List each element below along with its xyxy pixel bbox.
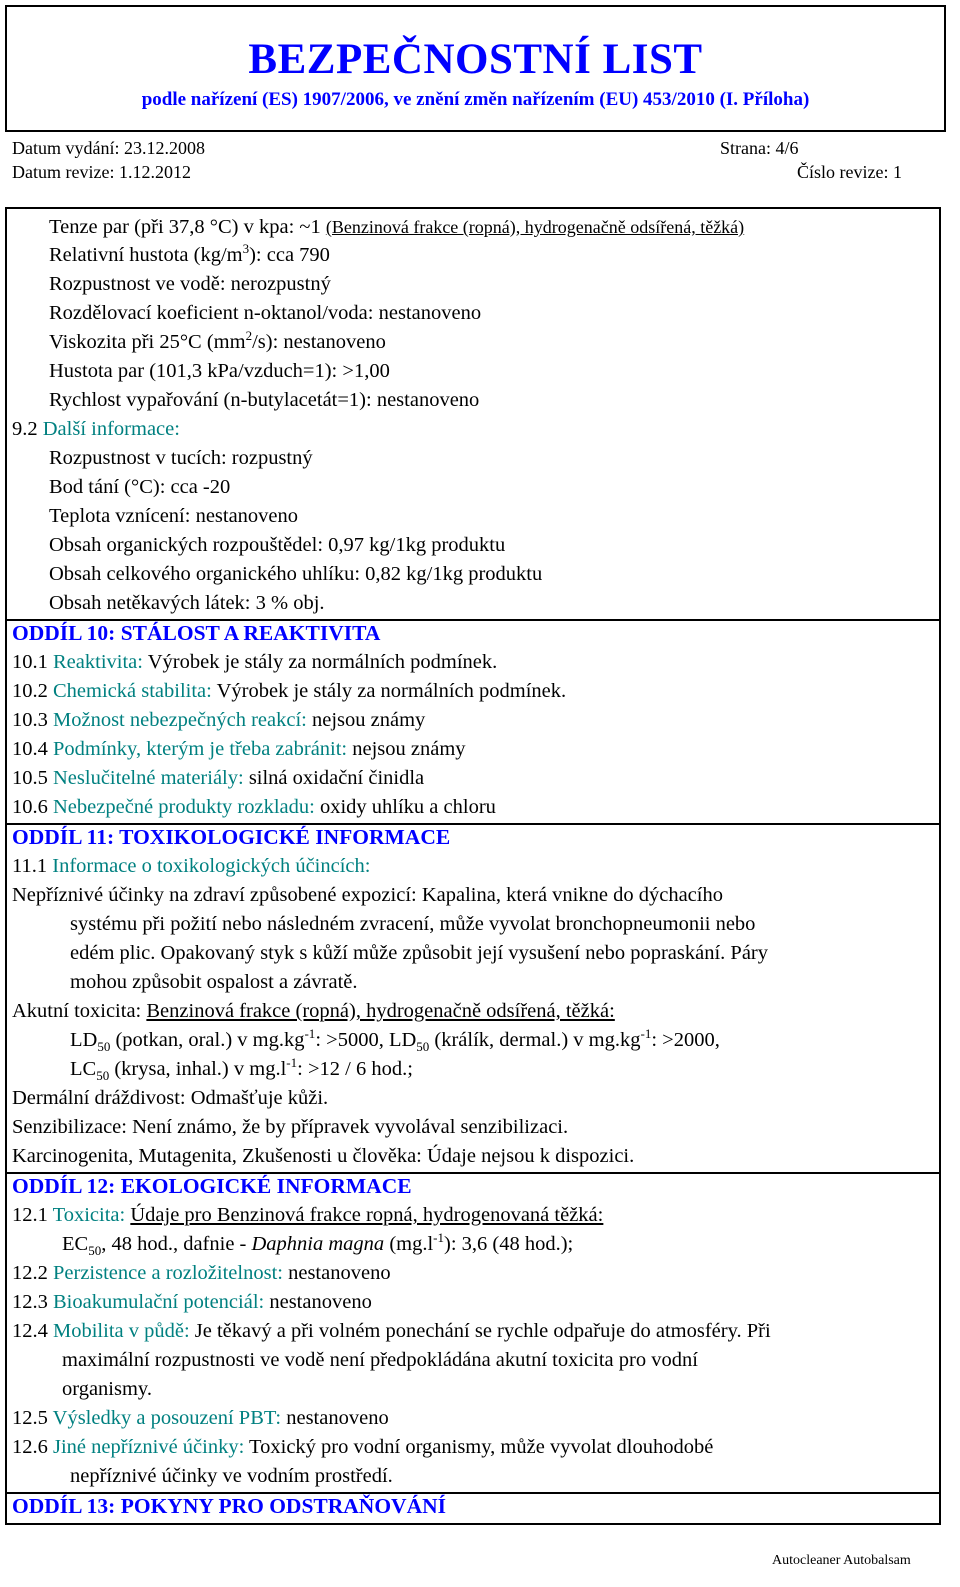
revision-number: Číslo revize: 1 [797,162,902,182]
organic-solvents: Obsah organických rozpouštědel: 0,97 kg/1kg produktu [49,534,506,556]
s10-item: 10.1 Reaktivita: Výrobek je stály za normálních podmínek. [12,651,498,673]
s10-item: 10.6 Nebezpečné produkty rozkladu: oxidy uhlíku a chloru [12,796,496,818]
evaporation-rate: Rychlost vypařování (n-butylacetát=1): nestanoveno [49,389,480,411]
health-effects-line: systému při požití nebo následném zvracení, může vyvolat bronchopneumonii nebo [70,913,756,935]
health-effects-line: Nepříznivé účinky na zdraví způsobené expozicí: Kapalina, která vnikne do dýchacího [12,884,723,906]
section-11-heading: ODDÍL 11: TOXIKOLOGICKÉ INFORMACE [12,825,451,849]
health-effects-line: mohou způsobit ospalost a závratě. [70,971,358,993]
other-adverse-effects-line: nepříznivé účinky ve vodním prostředí. [70,1465,393,1487]
ignition-temperature: Teplota vznícení: nestanoveno [49,505,299,527]
s12-item: 12.3 Bioakumulační potenciál: nestanoveno [12,1291,372,1313]
dermal-irritation: Dermální dráždivost: Odmašťuje kůži. [12,1087,329,1109]
ec50-value: $EC_{50}$, 48 hod., dafnie - Daphnia magna $(mg.l^{-1})$: 3,6 (48 hod.); [62,1230,574,1259]
s10-item: 10.3 Možnost nebezpečných reakcí: nejsou známy [12,709,426,731]
acute-toxicity: Akutní toxicita: Benzinová frakce (ropná), hydrogenačně odsířená, těžká: [12,1000,615,1022]
page-number: Strana: 4/6 [720,138,799,158]
section-12-heading: ODDÍL 12: EKOLOGICKÉ INFORMACE [12,1174,412,1198]
carcinogenicity: Karcinogenita, Mutagenita, Zkušenosti u člověka: Údaje nejsou k dispozici. [12,1145,635,1167]
soil-mobility-line: organismy. [62,1378,152,1400]
s10-item: 10.4 Podmínky, kterým je třeba zabránit: nejsou známy [12,738,466,760]
s10-item: 10.2 Chemická stabilita: Výrobek je stály za normálních podmínek. [12,680,567,702]
footer-product-name: Autocleaner Autobalsam [772,1553,911,1568]
vapour-pressure-note: (Benzinová frakce (ropná), hydrogenačně odsířená, těžká) [325,217,745,237]
s10-item: 10.5 Neslučitelné materiály: silná oxidační činidla [12,767,425,789]
lc50-values: $LC_{50}$ (krysa, inhal.) v $mg.l^{-1}$: >12 / 6 hod.; [70,1055,413,1084]
other-info-heading: 9.2 Další informace: [12,418,180,440]
section-13-heading: ODDÍL 13: POKYNY PRO ODSTRAŇOVÁNÍ [12,1494,446,1518]
other-adverse-effects: 12.6 Jiné nepříznivé účinky: Toxický pro vodní organismy, může vyvolat dlouhodobé [12,1436,714,1458]
regulation-subtitle: podle nařízení (ES) 1907/2006, ve znění změn nařízením (EU) 453/2010 (I. Příloha) [141,89,810,110]
vapour-pressure: Tenze par (při 37,8 °C) v kpa: ~1 (Benzinová frakce (ropná), hydrogenačně odsířená, těžká) [49,216,745,238]
s12-item: 12.2 Perzistence a rozložitelnost: nestanoveno [12,1262,391,1284]
tox-info-heading: 11.1 Informace o toxikologických účincích: [12,855,371,877]
partition-coefficient: Rozdělovací koeficient n-oktanol/voda: nestanoveno [49,302,482,324]
fat-solubility: Rozpustnost v tucích: rozpustný [49,447,313,469]
toxicity-heading: 12.1 Toxicita: Údaje pro Benzinová frakce ropná, hydrogenovaná těžká: [12,1204,604,1226]
organic-carbon: Obsah celkového organického uhlíku: 0,82 kg/1kg produktu [49,563,543,585]
soil-mobility-line: maximální rozpustnosti ve vodě není předpokládána akutní toxicita pro vodní [62,1349,698,1371]
sensitization: Senzibilizace: Není známo, že by přípravek vyvolával senzibilizaci. [12,1116,569,1138]
vapour-density: Hustota par (101,3 kPa/vzduch=1): >1,00 [49,360,390,382]
document-header [5,5,946,132]
melting-point: Bod tání (°C): cca -20 [49,476,231,498]
water-solubility: Rozpustnost ve vodě: nerozpustný [49,273,331,295]
document-title: BEZPEČNOSTNÍ LIST [248,36,703,83]
viscosity: Viskozita při 25°C $(mm^2/s)$: nestanoveno [49,328,386,353]
health-effects-line: edém plic. Opakovaný styk s kůží může způsobit její vysušení nebo popraskání. Páry [70,942,769,964]
relative-density: Relativní hustota $(kg/m^3)$: cca 790 [49,241,330,266]
issue-date: Datum vydání: 23.12.2008 [12,138,205,158]
revision-date: Datum revize: 1.12.2012 [12,162,191,182]
ld50-values: $LD_{50}$ (potkan, oral.) v $mg.kg^{-1}$: >5000, $LD_{50}$ (králík, dermal.) v $mg.kg^{-1}$: >2000, [70,1026,720,1055]
section-10-heading: ODDÍL 10: STÁLOST A REAKTIVITA [12,621,381,645]
pbt-assessment: 12.5 Výsledky a posouzení PBT: nestanoveno [12,1407,389,1429]
nonvolatile-content: Obsah netěkavých látek: 3 % obj. [49,592,325,614]
soil-mobility: 12.4 Mobilita v půdě: Je těkavý a při volném ponechání se rychle odpařuje do atmosféry. Při [12,1320,771,1342]
